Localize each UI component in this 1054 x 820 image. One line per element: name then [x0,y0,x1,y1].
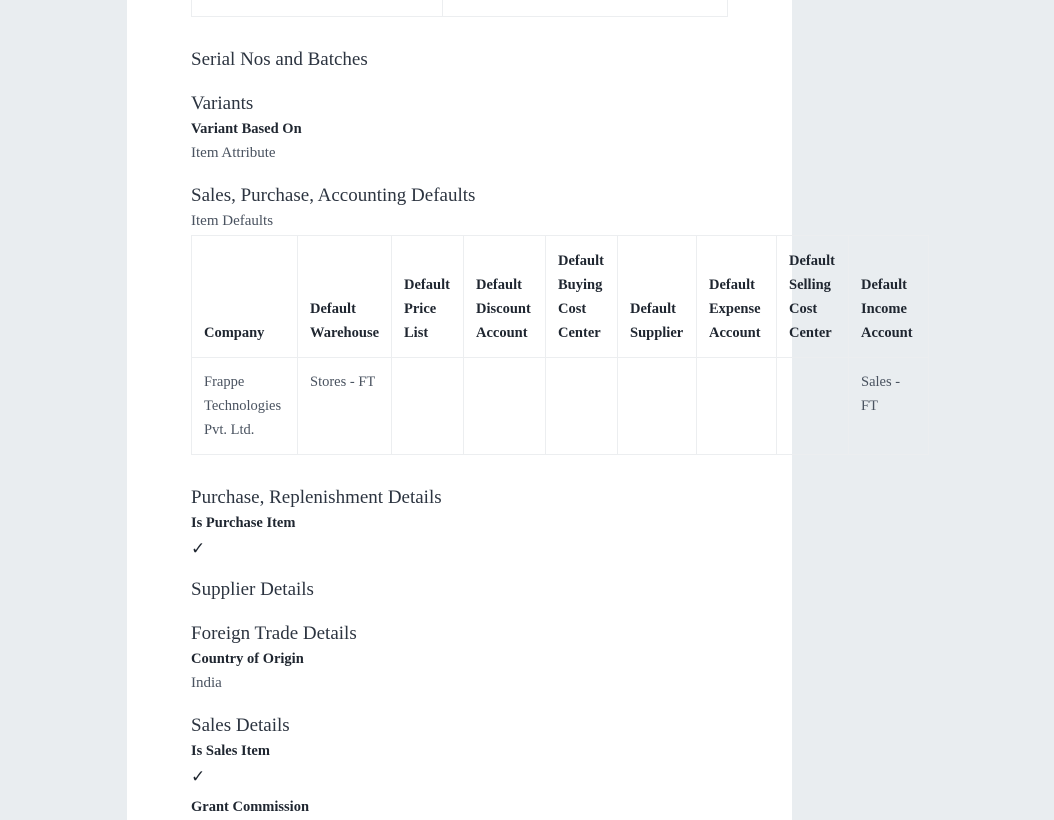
col-default-buying-cost-center: Default Buying Cost Center [546,236,618,358]
col-default-discount-account: Default Discount Account [464,236,546,358]
section-foreign-trade: Foreign Trade Details [191,623,357,644]
section-variants: Variants [191,93,254,114]
is-purchase-item-label: Is Purchase Item [191,515,296,531]
section-defaults: Sales, Purchase, Accounting Defaults [191,185,476,206]
table-header-row [192,236,929,358]
col-default-price-list: Default Price List [392,236,464,358]
cell-expense-account [697,358,777,455]
col-default-warehouse: Default Warehouse [298,236,392,358]
section-supplier: Supplier Details [191,579,314,600]
table-row [192,358,929,455]
section-sales: Sales Details [191,715,290,736]
cell-selling-cost-center [777,358,849,455]
col-default-income-account: Default Income Account [849,236,929,358]
purchase-check-icon: ✓ [191,539,206,558]
cell-income-account: Sales - FT [849,358,929,455]
country-of-origin-value: India [191,675,222,691]
previous-table [191,0,728,17]
cell-buying-cost-center [546,358,618,455]
sales-check-icon: ✓ [191,767,206,786]
variant-based-on-label: Variant Based On [191,121,302,137]
cell-company: Frappe Technologies Pvt. Ltd. [192,358,298,455]
col-default-supplier: Default Supplier [618,236,697,358]
section-serial-nos: Serial Nos and Batches [191,49,368,70]
col-company: Company [192,236,298,358]
item-defaults-table [191,235,929,455]
grant-commission-label: Grant Commission [191,799,310,815]
cell-price-list [392,358,464,455]
section-purchase: Purchase, Replenishment Details [191,487,442,508]
item-defaults-label: Item Defaults [191,213,274,229]
col-default-selling-cost-center: Default Selling Cost Center [777,236,849,358]
variant-based-on-value: Item Attribute [191,145,276,161]
is-sales-item-label: Is Sales Item [191,743,270,759]
cell-supplier [618,358,697,455]
col-default-expense-account: Default Expense Account [697,236,777,358]
cell-warehouse: Stores - FT [298,358,392,455]
cell-discount-account [464,358,546,455]
country-of-origin-label: Country of Origin [191,651,304,667]
